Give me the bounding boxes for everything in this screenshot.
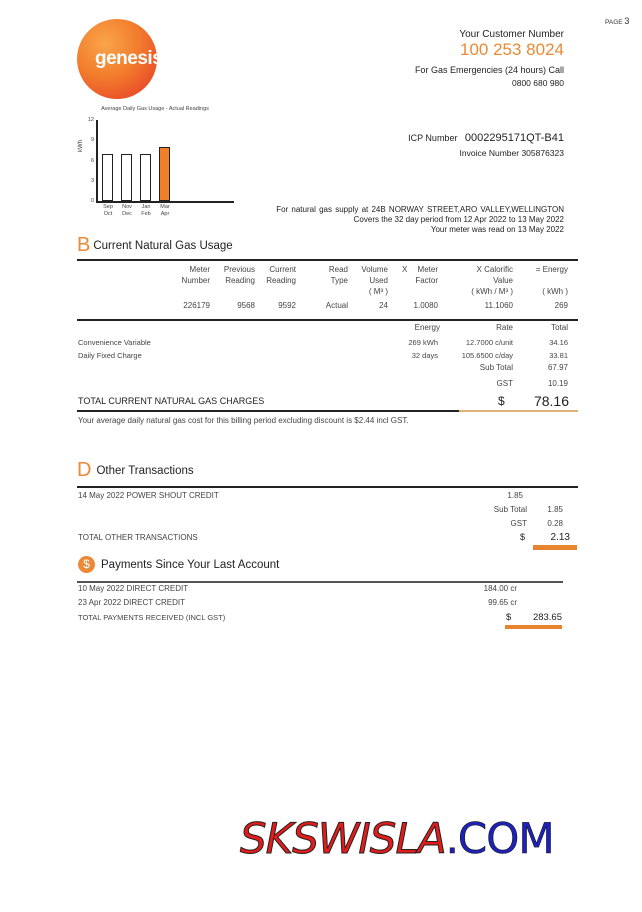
- meter-factor: 1.0080: [413, 301, 438, 310]
- page-label: PAGE: [605, 19, 623, 26]
- charges-header-rate: Rate: [496, 323, 513, 332]
- usage-section-header: [77, 234, 233, 257]
- average-cost-note: Your average daily natural gas cost for this billing period excluding discount is $2.44 incl GST.: [78, 416, 409, 425]
- header-meter-factor: Meter Factor: [415, 265, 438, 285]
- section-letter-b: B: [77, 234, 91, 256]
- previous-reading: 9568: [237, 301, 255, 310]
- payment-item-amount: 99.65 cr: [488, 598, 517, 607]
- chart-bar: [159, 147, 170, 201]
- invoice-number: [460, 148, 564, 158]
- other-section-title: Other Transactions: [96, 464, 194, 477]
- other-total-currency: $: [520, 532, 526, 542]
- other-subtotal-value: 1.85: [547, 505, 563, 514]
- charge-total: 33.81: [549, 351, 568, 360]
- payments-total-currency: $: [506, 612, 512, 623]
- charge-energy: 32 days: [411, 351, 438, 360]
- supply-address: For natural gas supply at 24B NORWAY STREET,ARO VALLEY,WELLINGTON: [276, 205, 564, 214]
- other-total-underline: [533, 545, 577, 550]
- total-charges-label: TOTAL CURRENT NATURAL GAS CHARGES: [78, 396, 265, 406]
- page-number-value: 3: [624, 16, 630, 26]
- total-underline: [459, 410, 578, 412]
- payments-section-header: [78, 556, 279, 573]
- header-volume-used: Volume Used ( M³ ): [361, 265, 388, 296]
- customer-number: 100 253 8024: [460, 40, 564, 59]
- chart-bar: [140, 154, 151, 201]
- charges-header-total: Total: [551, 323, 568, 332]
- current-reading: 9592: [278, 301, 296, 310]
- logo-text: genesis: [95, 48, 163, 69]
- emergency-phone: 0800 680 980: [512, 78, 564, 88]
- watermark: [240, 814, 554, 863]
- other-item-label: 14 May 2022 POWER SHOUT CREDIT: [78, 491, 219, 500]
- volume-used: 24: [379, 301, 388, 310]
- chart-y-label: kWh: [78, 140, 84, 152]
- y-tick-label: 3: [90, 177, 94, 184]
- header-calorific-value: X Calorific Value ( kWh / M³ ): [471, 265, 513, 296]
- payments-section-title: Payments Since Your Last Account: [101, 558, 280, 571]
- x-tick-label: Jan Feb: [141, 204, 151, 217]
- payments-total-value: 283.65: [532, 612, 562, 623]
- charge-label: Daily Fixed Charge: [78, 351, 142, 360]
- meter-read-date: Your meter was read on 13 May 2022: [430, 225, 564, 234]
- total-charges-value: 78.16: [533, 393, 569, 409]
- charge-rate: 12.7000 c/unit: [465, 338, 513, 347]
- divider: [77, 410, 459, 412]
- section-letter-d: D: [77, 459, 92, 481]
- other-total-label: TOTAL OTHER TRANSACTIONS: [78, 533, 198, 542]
- other-gst-value: 0.28: [547, 519, 563, 528]
- chart-y-axis: [96, 120, 98, 201]
- page-number: [605, 16, 629, 26]
- y-tick-label: 6: [90, 157, 94, 164]
- payments-total-label: TOTAL PAYMENTS RECEIVED (INCL GST): [78, 613, 226, 622]
- customer-number-label: Your Customer Number: [459, 29, 564, 40]
- charge-label: Convenience Variable: [78, 338, 151, 347]
- y-tick-label: 12: [87, 117, 94, 123]
- invoice-value: 305876323: [521, 148, 564, 158]
- y-tick-label: 9: [90, 137, 94, 144]
- payment-item-label: 10 May 2022 DIRECT CREDIT: [78, 584, 189, 593]
- icp-number: [408, 128, 564, 146]
- other-item-amount: 1.85: [507, 491, 523, 500]
- header-energy: = Energy ( kWh ): [535, 265, 568, 296]
- usage-section-title: Current Natural Gas Usage: [93, 239, 233, 252]
- divider: [77, 486, 578, 488]
- x-tick-label: Nov Dec: [122, 204, 132, 217]
- read-type: Actual: [325, 301, 348, 310]
- header-meter-number: Meter Number: [181, 265, 210, 285]
- other-gst-label: GST: [510, 519, 527, 528]
- payment-item-label: 23 Apr 2022 DIRECT CREDIT: [78, 598, 186, 607]
- dollar-icon: $: [78, 556, 95, 573]
- charge-rate: 105.6500 c/day: [461, 351, 513, 360]
- gst-value: 10.19: [547, 379, 568, 388]
- watermark-part2: .COM: [445, 814, 554, 863]
- billing-period: Covers the 32 day period from 12 Apr 2022 to 13 May 2022: [353, 215, 564, 224]
- meter-number: 226179: [183, 301, 210, 310]
- gst-label: GST: [496, 379, 513, 388]
- other-subtotal-label: Sub Total: [493, 505, 527, 514]
- chart-x-axis: [96, 201, 234, 203]
- energy-kwh: 269: [554, 301, 568, 310]
- payment-item-amount: 184.00 cr: [483, 584, 517, 593]
- watermark-part1: SKSWISLA: [240, 814, 446, 863]
- payments-total-underline: [505, 625, 562, 629]
- header-current-reading: Current Reading: [266, 265, 296, 285]
- usage-chart: [78, 115, 238, 225]
- invoice-label: Invoice Number: [459, 148, 520, 158]
- charges-header-energy: Energy: [414, 323, 440, 332]
- header-read-type: Read Type: [328, 265, 348, 285]
- icp-label: ICP Number: [408, 133, 458, 143]
- divider: [77, 259, 578, 261]
- chart-title: Average Daily Gas Usage - Actual Readings: [101, 106, 209, 112]
- charge-energy: 269 kWh: [408, 338, 438, 347]
- other-section-header: [77, 459, 194, 482]
- charge-total: 34.16: [549, 338, 568, 347]
- emergency-label: For Gas Emergencies (24 hours) Call: [414, 65, 564, 75]
- calorific-value: 11.1060: [484, 301, 513, 310]
- x-tick-label: Sep Oct: [103, 204, 113, 217]
- x-tick-label: Mar Apr: [160, 204, 170, 217]
- divider: [77, 319, 578, 321]
- divider: [77, 581, 563, 583]
- other-total-value: 2.13: [550, 532, 570, 543]
- subtotal-value: 67.97: [547, 363, 568, 372]
- chart-bar: [121, 154, 132, 201]
- header-previous-reading: Previous Reading: [223, 265, 255, 285]
- chart-bar: [102, 154, 113, 201]
- total-charges-currency: $: [498, 394, 505, 408]
- header-multiply: X: [402, 265, 408, 274]
- icp-value: 0002295171QT-B41: [464, 132, 564, 144]
- y-tick-label: 0: [90, 198, 94, 204]
- subtotal-label: Sub Total: [479, 363, 513, 372]
